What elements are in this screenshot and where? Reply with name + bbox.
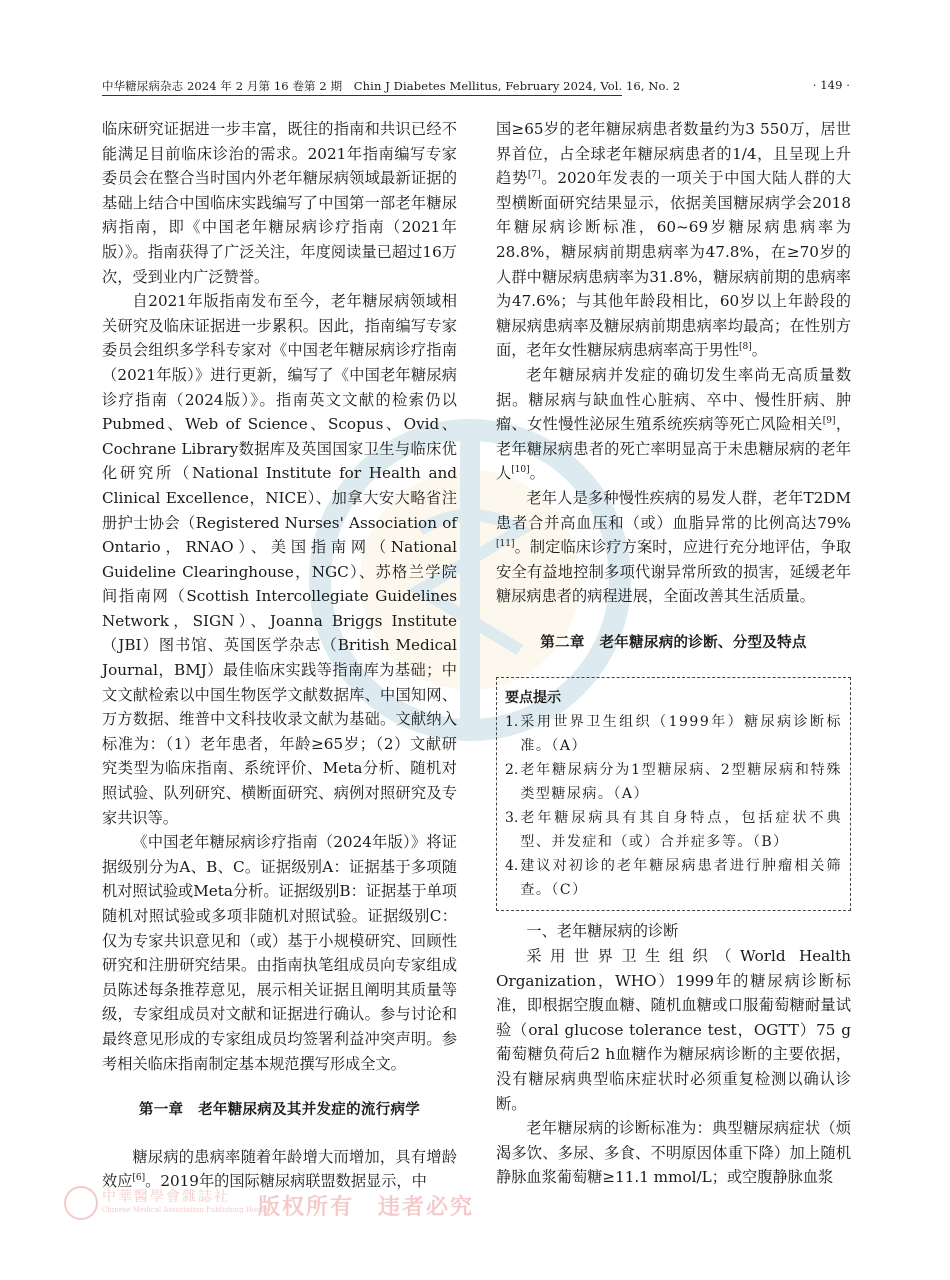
section-heading: 一、老年糖尿病的诊断 (526, 922, 679, 941)
chapter-heading: 第二章 老年糖尿病的诊断、分型及特点 (540, 634, 807, 651)
key-point-item (505, 758, 842, 806)
paragraph-text: 。2020年发表的一项关于中国大陆人群的大型横断面研究结果显示，依据美国糖尿病学会2018年糖尿病诊断标准，60~69岁糖尿病患病率为28.8%，糖尿病前期患病率为47.8%，在≥70岁的人群中糖尿病患病率为31.8%，糖尿病前期的患病率为47.6%；与其他年龄段相比，60岁以上年龄段的糖尿病患病率及糖尿病前期患病率均最高；在性别方面，老年女性糖尿病患病率高于男性 (496, 169, 852, 360)
paragraph: 《中国老年糖尿病诊疗指南（2024年版）》将证据级别分为A、B、C。证据级别A：证据基于多项随机对照试验或Meta分析。证据级别B：证据基于单项随机对照试验或多项非随机对照试验。证据级别C：仅为专家共识意见和（或）基于小规模研究、回顾性研究和注册研究结果。由指南执笔组成员向专家组成员陈述每条推荐意见，展示相关证据且阐明其质量等级，专家组成员对文献和证据进行确认。参与讨论和最终意见形成的专家组成员均签署利益冲突声明。参考相关临床指南制定基本规范撰写形成全文。 (102, 833, 457, 1073)
key-point-number: 1. (505, 714, 519, 731)
paragraph: 老年糖尿病的诊断标准为：典型糖尿病症状（烦渴多饮、多尿、多食、不明原因体重下降）加上随机静脉血浆葡萄糖≥11.1 mmol/L；或空腹静脉血浆 (496, 1119, 851, 1187)
right-column (496, 117, 851, 1190)
page-number: · 149 · (812, 78, 850, 92)
paragraph-text: 。 (751, 341, 767, 360)
journal-citation: 中华糖尿病杂志 2024 年 2 月第 16 卷第 2 期 Chin J Diabetes Mellitus, February 2024, Vol. 16, No. 2 (102, 79, 681, 93)
key-point-item (505, 710, 842, 758)
paragraph-text: 。 (529, 464, 545, 483)
key-points-title: 要点提示 (505, 690, 561, 707)
paragraph: 自2021年版指南发布至今，老年糖尿病领域相关研究及临床证据进一步累积。因此，指南编写专家委员会组织多学科专家对《中国老年糖尿病诊疗指南（2021年版）》进行更新，编写了《中国老年糖尿病诊疗指南（2024版）》。指南英文文献的检索仍以Pubmed、Web of Science、Scopus、Ovid、Cochrane Library数据库及英国国家卫生与临床优化研究所（National Institute for Health and Clinical Excellence，NICE）、加拿大安大略省注册护士协会（Registered Nurses' Association of Ontario，RNAO）、美国指南网（National Guideline Clearinghouse，NGC）、苏格兰学院间指南网（Scottish Intercollegiate Guidelines Network，SIGN）、Joanna Briggs Institute（JBI）图书馆、英国医学杂志（British Medical Journal，BMJ）最佳临床实践等指南库为基础；中文文献检索以中国生物医学文献数据库、中国知网、万方数据、维普中文科技收录文献为基础。文献纳入标准为：（1）老年患者，年龄≥65岁；（2）文献研究类型为临床指南、系统评价、Meta分析、随机对照试验、队列研究、横断面研究、病例对照研究及专家共识等。 (102, 292, 457, 827)
paragraph-text: 。制定临床诊疗方案时，应进行充分地评估，争取安全有益地控制多项代谢异常所致的损害，延缓老年糖尿病患者的病程进展，全面改善其生活质量。 (496, 538, 851, 606)
key-points-box (496, 677, 851, 911)
publisher-name-en: Chinese Medical Association Publishing House (102, 1206, 269, 1214)
paragraph: 临床研究证据进一步丰富，既往的指南和共识已经不能满足目前临床诊治的需求。2021年指南编写专家委员会在整合当时国内外老年糖尿病领域最新证据的基础上结合中国临床实践编写了中国第一部老年糖尿病指南，即《中国老年糖尿病诊疗指南（2021年版）》。指南获得了广泛关注，年度阅读量已超过16万次，受到业内广泛赞誉。 (102, 120, 457, 286)
left-column (102, 117, 457, 1194)
paragraph-text: 糖尿病的患病率随着年龄增大而增加，具有增龄效应 (102, 1147, 457, 1191)
citation-ref: [8] (739, 342, 752, 353)
publisher-footer-logo (58, 1180, 475, 1230)
key-point-number: 2. (505, 762, 519, 779)
paragraph: 采用世界卫生组织（World Health Organization，WHO）1999年的糖尿病诊断标准，即根据空腹血糖、随机血糖或口服葡萄糖耐量试验（oral glucose tolerance test，OGTT）75 g葡萄糖负荷后2 h血糖作为糖尿病诊断的主要依据，没有糖尿病典型临床症状时必须重复检测以确认诊断。 (496, 947, 851, 1113)
citation-ref: [10] (511, 465, 530, 476)
key-point-text: 建议对初诊的老年糖尿病患者进行肿瘤相关筛查。（C） (520, 858, 842, 899)
copyright-notice: 版权所有 违者必究 (258, 1194, 475, 1220)
header-rule (102, 95, 622, 96)
key-point-text: 采用世界卫生组织（1999年）糖尿病诊断标准。（A） (520, 714, 842, 755)
key-point-number: 3. (505, 810, 519, 827)
paragraph (496, 117, 851, 363)
publisher-name: 中華醫學會雜誌社 (102, 1189, 230, 1205)
running-header (102, 78, 850, 96)
citation-ref: [11] (496, 539, 515, 550)
paragraph-text: 老年人是多种慢性疾病的易发人群，老年T2DM患者合并高血压和（或）血脂异常的比例高达79% (496, 488, 851, 532)
paragraph-text: 老年糖尿病并发症的确切发生率尚无高质量数据。糖尿病与缺血性心脏病、卒中、慢性肝病、肿瘤、女性慢性泌尿生殖系统疾病等死亡风险相关 (496, 365, 851, 434)
paragraph (496, 363, 851, 486)
key-point-text: 老年糖尿病分为1型糖尿病、2型糖尿病和特殊类型糖尿病。（A） (520, 762, 842, 803)
key-point-item (505, 806, 842, 854)
paragraph-text: 国≥65岁的老年糖尿病患者数量约为3 550万，居世界首位，占全球老年糖尿病患者的1/4，且呈现上升趋势 (496, 120, 851, 188)
citation-ref: [7] (527, 170, 541, 181)
key-point-number: 4. (505, 858, 519, 875)
chapter-heading: 第一章 老年糖尿病及其并发症的流行病学 (138, 1102, 421, 1119)
citation-ref: [6] (132, 1173, 146, 1184)
citation-ref: [9] (822, 416, 836, 427)
cma-seal-icon (64, 1186, 98, 1220)
paragraph (496, 486, 851, 609)
key-point-text: 老年糖尿病具有其自身特点，包括症状不典型、并发症和（或）合并症多等。（B） (520, 810, 842, 851)
key-point-item (505, 854, 842, 902)
paragraph-text: 。2019年的国际糖尿病联盟数据显示，中 (145, 1172, 427, 1191)
paragraph-text: ，老年糖尿病患者的死亡率明显高于未患糖尿病的老年人 (496, 415, 852, 483)
